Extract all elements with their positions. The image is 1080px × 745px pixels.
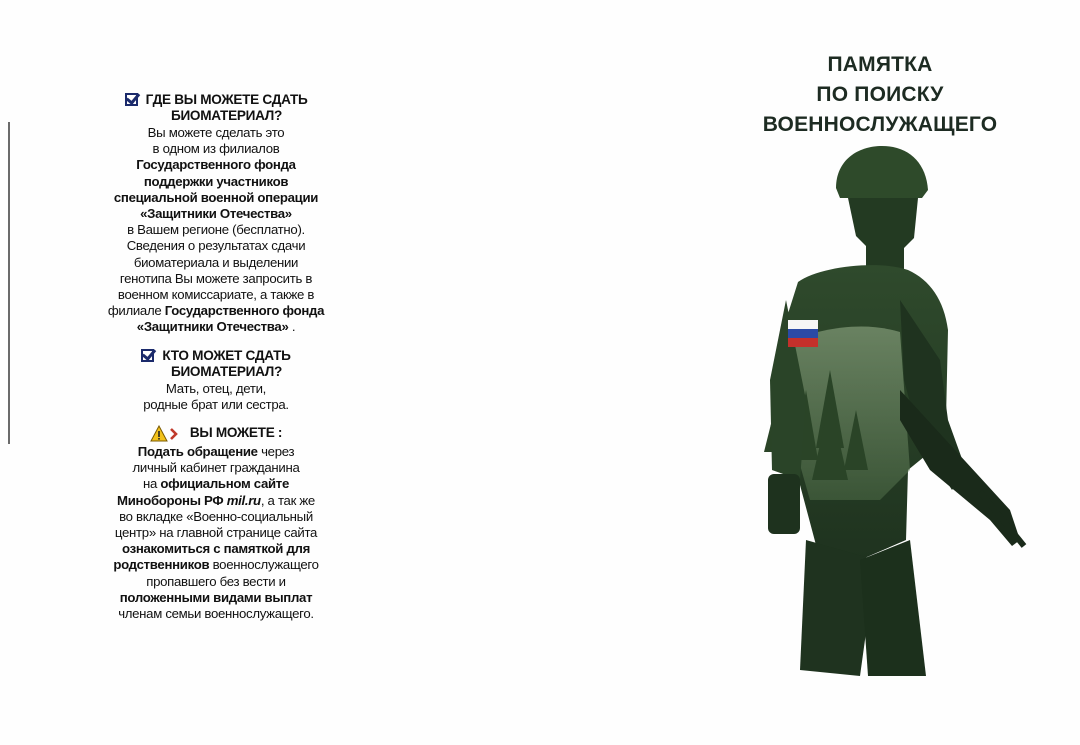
heading-line: БИОМАТЕРИАЛ?	[170, 108, 282, 123]
section-heading	[86, 348, 346, 380]
section-body	[86, 125, 346, 336]
text-line: Сведения о результатах сдачи	[126, 238, 306, 254]
text-line: личный кабинет гражданина	[132, 460, 300, 476]
text-span: родственников	[113, 557, 210, 573]
section-who-donate	[86, 348, 346, 413]
text-line: ознакомиться с памяткой для	[122, 541, 310, 557]
checkbox-icon	[141, 349, 154, 362]
text-line	[86, 444, 346, 460]
text-line: в одном из филиалов	[152, 141, 280, 157]
title-line: ПАМЯТКА	[827, 53, 933, 76]
title-line: ВОЕННОСЛУЖАЩЕГО	[762, 113, 998, 136]
heading-line: КТО МОЖЕТ СДАТЬ	[162, 347, 291, 363]
text-span: филиале	[107, 303, 165, 319]
text-line: Мать, отец, дети,	[165, 380, 267, 396]
left-panel	[86, 92, 346, 634]
text-line: родные брат или сестра.	[143, 396, 289, 412]
text-line: Вы можете сделать это	[147, 125, 285, 140]
section-you-can	[86, 425, 346, 622]
text-line	[86, 303, 346, 319]
text-span: Подать обращение	[137, 444, 258, 460]
page-edge-line	[8, 122, 10, 444]
text-line: во вкладке «Военно-социальный	[119, 508, 313, 524]
text-line: центр» на главной странице сайта	[114, 525, 318, 541]
text-line	[86, 319, 346, 335]
text-line: Государственного фонда	[136, 157, 296, 173]
text-span: Государственного фонда	[164, 303, 325, 319]
section-where-donate	[86, 92, 346, 336]
heading-line: БИОМАТЕРИАЛ?	[170, 363, 282, 379]
text-span: mil.ru	[226, 492, 261, 508]
checkbox-icon	[125, 93, 138, 106]
section-heading	[86, 92, 346, 124]
text-line: положенными видами выплат	[119, 589, 313, 605]
heading-line: ГДЕ ВЫ МОЖЕТЕ СДАТЬ	[145, 92, 308, 107]
title-line: ПО ПОИСКУ	[816, 83, 944, 106]
text-line: пропавшего без вести и	[146, 573, 286, 589]
text-span: .	[288, 319, 296, 335]
text-span: военнослужащего	[209, 557, 319, 573]
text-line: специальной военной операции	[113, 189, 319, 205]
text-line	[86, 493, 346, 509]
section-body	[86, 444, 346, 622]
text-line	[86, 557, 346, 573]
warning-icon	[150, 425, 180, 443]
text-span: Минобороны РФ	[117, 492, 227, 508]
text-line: членам семьи военнослужащего.	[118, 606, 314, 622]
text-span: через	[257, 444, 295, 460]
heading-line: ВЫ МОЖЕТЕ :	[189, 425, 283, 441]
text-line: в Вашем регионе (бесплатно).	[127, 222, 305, 238]
section-body	[86, 381, 346, 413]
text-line: генотипа Вы можете запросить в	[119, 270, 313, 286]
text-span: на	[142, 476, 161, 492]
text-line	[86, 476, 346, 492]
text-span: официальном сайте	[160, 476, 290, 492]
text-line: поддержки участников	[143, 173, 289, 189]
text-line: биоматериала и выделении	[133, 254, 299, 270]
brochure-title	[740, 50, 1020, 140]
text-line: военном комиссариате, а также в	[117, 287, 315, 303]
text-span: , а так же	[260, 492, 315, 508]
section-heading	[86, 425, 346, 443]
text-span: «Защитники Отечества»	[136, 319, 289, 335]
text-line: «Защитники Отечества»	[140, 206, 292, 222]
